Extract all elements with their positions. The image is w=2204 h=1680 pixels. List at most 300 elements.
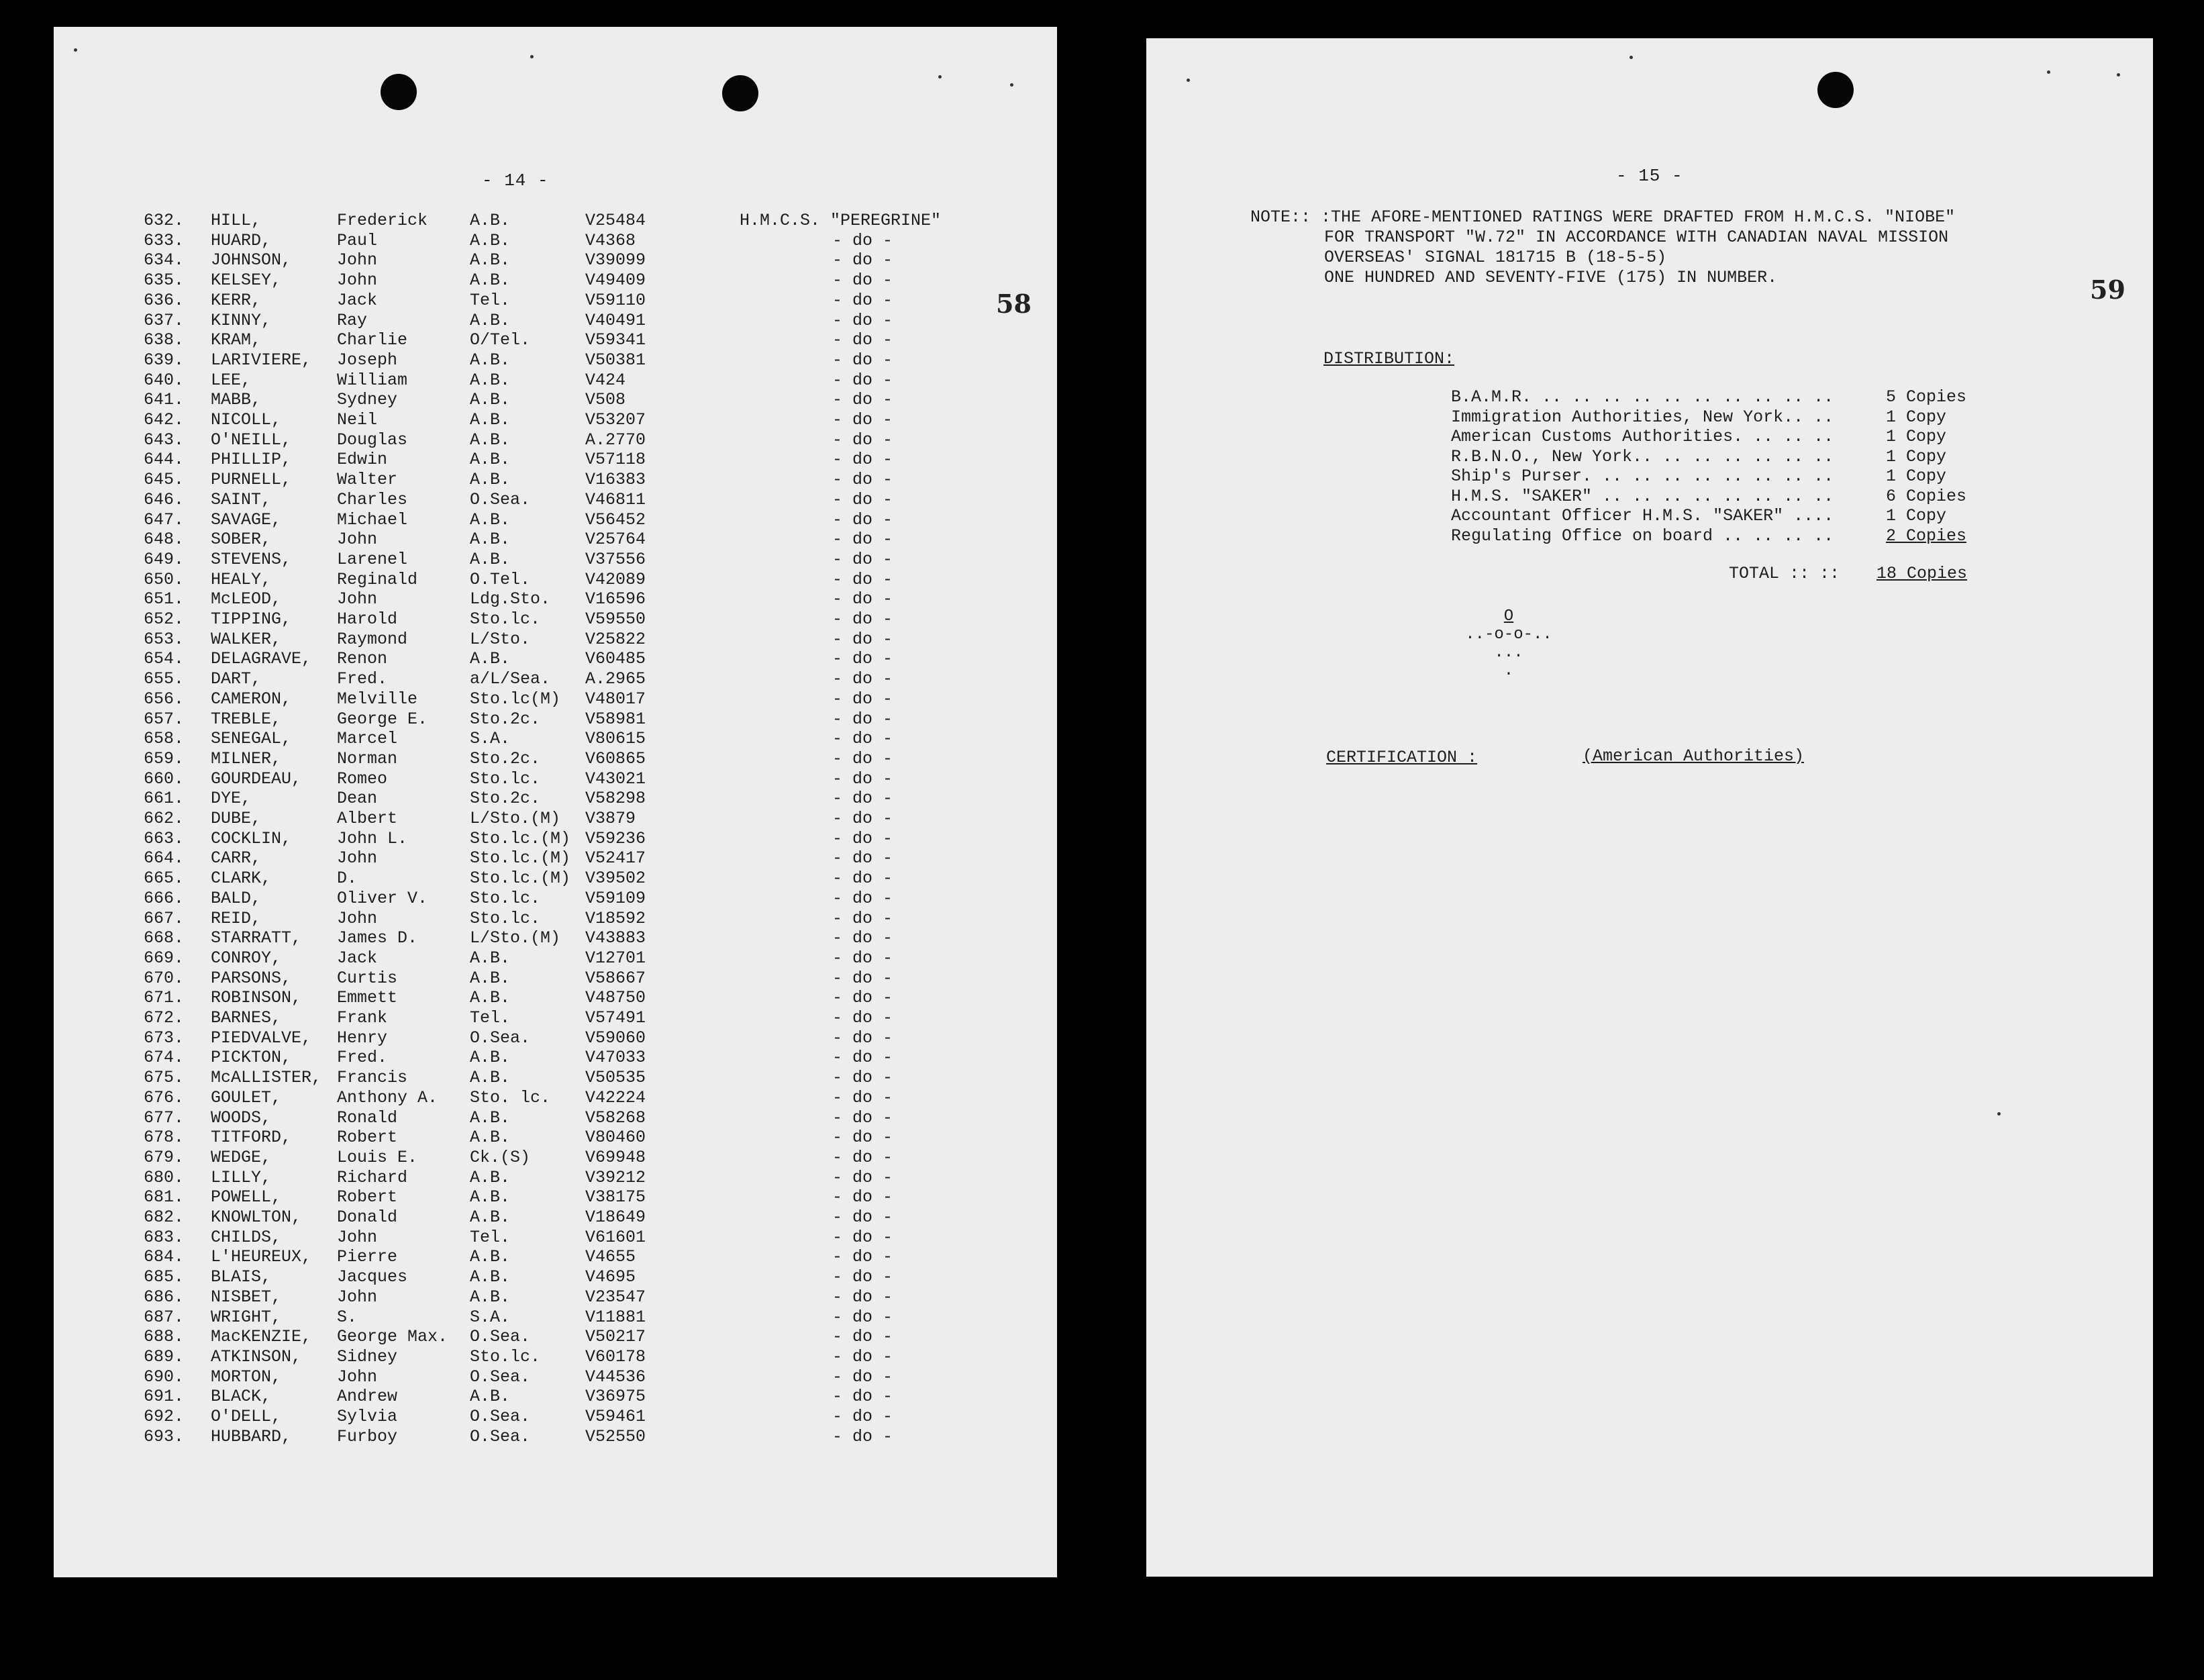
official-number: V38175	[585, 1187, 646, 1207]
ship: - do -	[832, 649, 893, 669]
rank: A.B.	[470, 1247, 511, 1267]
certification-label	[1326, 748, 1477, 768]
rank: A.B.	[470, 1267, 511, 1287]
rank: A.B.	[470, 968, 511, 988]
surname: WEDGE,	[211, 1147, 272, 1167]
rank: A.B.	[470, 1207, 511, 1227]
rank: A.B.	[470, 270, 511, 291]
row-number: 674.	[144, 1048, 185, 1068]
official-number: V59109	[585, 888, 646, 908]
official-number: V69948	[585, 1147, 646, 1167]
rank: A.B.	[470, 350, 511, 370]
table-row	[54, 1148, 1057, 1168]
table-row	[54, 291, 1057, 311]
official-number: V508	[585, 390, 626, 410]
rank: A.B.	[470, 1068, 511, 1088]
first-name: Reginald	[337, 569, 418, 589]
ship: - do -	[832, 1247, 893, 1267]
ship: - do -	[832, 1167, 893, 1187]
row-number: 677.	[144, 1107, 185, 1128]
distribution-item	[1146, 466, 2153, 486]
ship: - do -	[832, 1227, 893, 1247]
note-line: NOTE:: :THE AFORE-MENTIONED RATINGS WERE DRAFTED FROM H.M.C.S. "NIOBE"	[1250, 207, 1956, 227]
official-number: V42089	[585, 569, 646, 589]
recipient: Immigration Authorities, New York.. ..	[1451, 407, 1834, 427]
copy-count: 1 Copy	[1886, 407, 1947, 427]
rank: Sto.lc.(M)	[470, 869, 571, 889]
rank: O.Sea.	[470, 489, 531, 509]
table-row	[54, 1247, 1057, 1267]
ship: - do -	[832, 968, 893, 988]
first-name: John	[337, 848, 378, 869]
distribution-item	[1146, 387, 2153, 407]
rank: L/Sto.	[470, 629, 531, 649]
row-number: 653.	[144, 629, 185, 649]
table-row	[54, 789, 1057, 809]
first-name: William	[337, 370, 408, 390]
row-number: 634.	[144, 250, 185, 270]
official-number: V49409	[585, 270, 646, 291]
recipient: Accountant Officer H.M.S. "SAKER" ....	[1451, 506, 1834, 526]
recipient: B.A.M.R. .. .. .. .. .. .. .. .. .. ..	[1451, 387, 1834, 407]
official-number: V59110	[585, 290, 646, 310]
first-name: S.	[337, 1307, 358, 1327]
rank: A.B.	[470, 1387, 511, 1407]
ship: - do -	[832, 629, 893, 649]
punch-hole	[722, 75, 758, 111]
distribution-item	[1146, 487, 2153, 506]
first-name: Francis	[337, 1068, 408, 1088]
table-row	[54, 390, 1057, 410]
table-row	[54, 1228, 1057, 1248]
surname: KELSEY,	[211, 270, 282, 291]
surname: WRIGHT,	[211, 1307, 282, 1327]
rank: O.Sea.	[470, 1028, 531, 1048]
ornament-line: .	[1503, 662, 1514, 680]
table-row	[54, 848, 1057, 869]
surname: DELAGRAVE,	[211, 649, 312, 669]
table-row	[54, 1068, 1057, 1088]
surname: KERR,	[211, 290, 262, 310]
first-name: Anthony A.	[337, 1087, 438, 1107]
ship: - do -	[832, 230, 893, 250]
official-number: V59341	[585, 330, 646, 350]
row-number: 678.	[144, 1128, 185, 1148]
ship: - do -	[832, 390, 893, 410]
ship: - do -	[832, 430, 893, 450]
speck	[2047, 70, 2050, 74]
official-number: V16596	[585, 589, 646, 609]
speck	[1010, 83, 1013, 87]
ship: - do -	[832, 1327, 893, 1347]
table-row	[54, 510, 1057, 530]
row-number: 683.	[144, 1227, 185, 1247]
ship: - do -	[832, 1147, 893, 1167]
note-line: FOR TRANSPORT "W.72" IN ACCORDANCE WITH CANADIAN NAVAL MISSION	[1324, 228, 1949, 247]
official-number: V46811	[585, 489, 646, 509]
total-value: 18 Copies	[1876, 564, 1968, 583]
rank: A.B.	[470, 1287, 511, 1307]
table-row	[54, 1347, 1057, 1367]
row-number: 632.	[144, 211, 185, 230]
official-number: V80615	[585, 729, 646, 749]
copy-count: 2 Copies	[1886, 526, 1967, 546]
table-row	[54, 1407, 1057, 1427]
table-row	[54, 809, 1057, 829]
row-number: 670.	[144, 968, 185, 988]
row-number: 639.	[144, 350, 185, 370]
table-row	[54, 311, 1057, 331]
rank: A.B.	[470, 1128, 511, 1148]
ship: - do -	[832, 1087, 893, 1107]
rank: A.B.	[470, 1107, 511, 1128]
rank: A.B.	[470, 470, 511, 490]
table-row	[54, 410, 1057, 430]
table-row	[54, 988, 1057, 1008]
table-row	[54, 490, 1057, 510]
rank: A.B.	[470, 948, 511, 968]
official-number: V36975	[585, 1387, 646, 1407]
first-name: Oliver V.	[337, 888, 428, 908]
ship: - do -	[832, 1008, 893, 1028]
punch-hole	[381, 74, 417, 110]
table-row	[54, 928, 1057, 948]
surname: MacKENZIE,	[211, 1327, 312, 1347]
table-row	[54, 530, 1057, 550]
first-name: Henry	[337, 1028, 388, 1048]
official-number: A.2770	[585, 430, 646, 450]
rank: O.Sea.	[470, 1426, 531, 1446]
official-number: V18649	[585, 1207, 646, 1227]
ship: - do -	[832, 1346, 893, 1367]
table-row	[54, 689, 1057, 709]
first-name: Raymond	[337, 629, 408, 649]
official-number: V50381	[585, 350, 646, 370]
rank: A.B.	[470, 410, 511, 430]
table-row	[54, 270, 1057, 291]
ship: - do -	[832, 1407, 893, 1426]
speck	[2117, 73, 2120, 77]
table-row	[54, 709, 1057, 730]
row-number: 660.	[144, 769, 185, 789]
row-number: 690.	[144, 1367, 185, 1387]
rank: A.B.	[470, 988, 511, 1008]
table-row	[54, 1387, 1057, 1407]
surname: PARSONS,	[211, 968, 292, 988]
official-number: V39099	[585, 250, 646, 270]
first-name: Marcel	[337, 729, 398, 749]
note-line: OVERSEAS' SIGNAL 181715 B (18-5-5)	[1324, 248, 1667, 267]
row-number: 642.	[144, 410, 185, 430]
first-name: Renon	[337, 649, 388, 669]
row-number: 665.	[144, 869, 185, 889]
row-number: 651.	[144, 589, 185, 609]
surname: PICKTON,	[211, 1048, 292, 1068]
ship: - do -	[832, 988, 893, 1008]
first-name: George Max.	[337, 1327, 448, 1347]
ship-header: H.M.C.S. "PEREGRINE"	[740, 211, 942, 230]
official-number: V4695	[585, 1267, 636, 1287]
rank: A.B.	[470, 430, 511, 450]
ship: - do -	[832, 1068, 893, 1088]
table-row	[54, 649, 1057, 669]
rank: A.B.	[470, 549, 511, 569]
first-name: Ray	[337, 310, 368, 330]
row-number: 679.	[144, 1147, 185, 1167]
official-number: V48750	[585, 988, 646, 1008]
surname: HEALY,	[211, 569, 272, 589]
table-row	[54, 1327, 1057, 1347]
first-name: Melville	[337, 689, 418, 709]
first-name: Walter	[337, 470, 398, 490]
row-number: 645.	[144, 470, 185, 490]
surname: TIPPING,	[211, 609, 292, 629]
surname: WOODS,	[211, 1107, 272, 1128]
row-number: 663.	[144, 828, 185, 848]
row-number: 648.	[144, 530, 185, 550]
row-number: 662.	[144, 809, 185, 828]
row-number: 675.	[144, 1068, 185, 1088]
page-number: - 15 -	[1616, 166, 1683, 186]
first-name: John	[337, 250, 378, 270]
ship: - do -	[832, 1367, 893, 1387]
surname: LEE,	[211, 370, 252, 390]
surname: McLEOD,	[211, 589, 282, 609]
row-number: 676.	[144, 1087, 185, 1107]
first-name: Paul	[337, 230, 378, 250]
distribution-item	[1146, 447, 2153, 466]
table-row	[54, 869, 1057, 889]
official-number: V16383	[585, 470, 646, 490]
ship: - do -	[832, 908, 893, 928]
official-number: V56452	[585, 509, 646, 530]
table-row	[54, 211, 1057, 231]
surname: McALLISTER,	[211, 1068, 322, 1088]
official-number: V60178	[585, 1346, 646, 1367]
surname: WALKER,	[211, 629, 282, 649]
ship: - do -	[832, 250, 893, 270]
surname: MORTON,	[211, 1367, 282, 1387]
table-row	[54, 1367, 1057, 1387]
table-row	[54, 550, 1057, 570]
ship: - do -	[832, 1028, 893, 1048]
surname: TITFORD,	[211, 1128, 292, 1148]
ship: - do -	[832, 729, 893, 749]
row-number: 641.	[144, 390, 185, 410]
ship: - do -	[832, 270, 893, 291]
rank: Tel.	[470, 1227, 511, 1247]
official-number: V18592	[585, 908, 646, 928]
surname: BARNES,	[211, 1008, 282, 1028]
distribution-item	[1146, 526, 2153, 546]
surname: ROBINSON,	[211, 988, 302, 1008]
table-row	[54, 470, 1057, 490]
rank: a/L/Sea.	[470, 669, 551, 689]
copy-count: 1 Copy	[1886, 427, 1947, 446]
table-row	[54, 769, 1057, 789]
first-name: Robert	[337, 1128, 398, 1148]
official-number: V48017	[585, 689, 646, 709]
rank: A.B.	[470, 390, 511, 410]
row-number: 656.	[144, 689, 185, 709]
table-row	[54, 749, 1057, 769]
ship: - do -	[832, 450, 893, 470]
surname: DYE,	[211, 789, 252, 809]
table-row	[54, 889, 1057, 909]
ship: - do -	[832, 370, 893, 390]
first-name: Pierre	[337, 1247, 398, 1267]
rank: A.B.	[470, 649, 511, 669]
surname: NICOLL,	[211, 410, 282, 430]
surname: KINNY,	[211, 310, 272, 330]
first-name: Louis E.	[337, 1147, 418, 1167]
ship: - do -	[832, 888, 893, 908]
row-number: 644.	[144, 450, 185, 470]
surname: HUARD,	[211, 230, 272, 250]
surname: CONROY,	[211, 948, 282, 968]
surname: LILLY,	[211, 1167, 272, 1187]
row-number: 684.	[144, 1247, 185, 1267]
row-number: 667.	[144, 908, 185, 928]
table-row	[54, 1028, 1057, 1048]
first-name: Jack	[337, 290, 378, 310]
table-row	[54, 1187, 1057, 1207]
ship: - do -	[832, 589, 893, 609]
surname: KNOWLTON,	[211, 1207, 302, 1227]
first-name: Charlie	[337, 330, 408, 350]
ship: - do -	[832, 828, 893, 848]
rank: O.Tel.	[470, 569, 531, 589]
rank: Ck.(S)	[470, 1147, 531, 1167]
row-number: 658.	[144, 729, 185, 749]
ship: - do -	[832, 1048, 893, 1068]
table-row	[54, 589, 1057, 609]
table-row	[54, 669, 1057, 689]
ship: - do -	[832, 1128, 893, 1148]
rank: Sto.lc.	[470, 609, 541, 629]
ship: - do -	[832, 410, 893, 430]
table-row	[54, 1108, 1057, 1128]
rank: Sto.lc.	[470, 908, 541, 928]
ship: - do -	[832, 709, 893, 729]
rank: O.Sea.	[470, 1367, 531, 1387]
first-name: Emmett	[337, 988, 398, 1008]
rank: S.A.	[470, 1307, 511, 1327]
rank: Ldg.Sto.	[470, 589, 551, 609]
row-number: 655.	[144, 669, 185, 689]
recipient: Ship's Purser. .. .. .. .. .. .. .. ..	[1451, 466, 1834, 486]
surname: HUBBARD,	[211, 1426, 292, 1446]
copy-count: 6 Copies	[1886, 486, 1967, 506]
ornament-line: ...	[1494, 644, 1523, 662]
rank: Sto. lc.	[470, 1087, 551, 1107]
table-row	[54, 969, 1057, 989]
surname: HILL,	[211, 211, 262, 230]
row-number: 636.	[144, 290, 185, 310]
page-number: - 14 -	[482, 170, 549, 191]
row-number: 652.	[144, 609, 185, 629]
row-number: 671.	[144, 988, 185, 1008]
official-number: V43021	[585, 769, 646, 789]
copy-count: 1 Copy	[1886, 466, 1947, 486]
ship: - do -	[832, 1287, 893, 1307]
ship: - do -	[832, 1307, 893, 1327]
rank: A.B.	[470, 370, 511, 390]
ship: - do -	[832, 948, 893, 968]
rank: Sto.lc(M)	[470, 689, 561, 709]
row-number: 633.	[144, 230, 185, 250]
official-number: V42224	[585, 1087, 646, 1107]
surname: STARRATT,	[211, 928, 302, 948]
official-number: V58298	[585, 789, 646, 809]
certification-value: (American Authorities)	[1583, 746, 1805, 766]
first-name: Harold	[337, 609, 398, 629]
table-row	[54, 430, 1057, 450]
first-name: Sidney	[337, 1346, 398, 1367]
first-name: John	[337, 1287, 378, 1307]
official-number: V53207	[585, 410, 646, 430]
ship: - do -	[832, 1187, 893, 1207]
right-page	[1146, 38, 2153, 1577]
ornament	[1428, 607, 1589, 680]
table-row	[54, 1048, 1057, 1068]
surname: O'NEILL,	[211, 430, 292, 450]
note-line: ONE HUNDRED AND SEVENTY-FIVE (175) IN NUMBER.	[1324, 268, 1778, 287]
official-number: V37556	[585, 549, 646, 569]
speck	[530, 55, 534, 58]
surname: ATKINSON,	[211, 1346, 302, 1367]
row-number: 680.	[144, 1167, 185, 1187]
official-number: V12701	[585, 948, 646, 968]
table-row	[54, 1128, 1057, 1148]
first-name: Michael	[337, 509, 408, 530]
speck	[938, 75, 942, 79]
first-name: Robert	[337, 1187, 398, 1207]
official-number: V57491	[585, 1008, 646, 1028]
row-number: 654.	[144, 649, 185, 669]
surname: REID,	[211, 908, 262, 928]
rank: Sto.lc.(M)	[470, 828, 571, 848]
official-number: V39502	[585, 869, 646, 889]
row-number: 638.	[144, 330, 185, 350]
first-name: Fred.	[337, 669, 388, 689]
rank: Sto.lc.	[470, 888, 541, 908]
official-number: V44536	[585, 1367, 646, 1387]
surname: PURNELL,	[211, 470, 292, 490]
ship: - do -	[832, 549, 893, 569]
ship: - do -	[832, 530, 893, 550]
surname: TREBLE,	[211, 709, 282, 729]
table-row	[54, 370, 1057, 391]
ship: - do -	[832, 848, 893, 869]
left-page	[54, 27, 1057, 1577]
ship: - do -	[832, 350, 893, 370]
first-name: Richard	[337, 1167, 408, 1187]
row-number: 635.	[144, 270, 185, 291]
surname: COCKLIN,	[211, 828, 292, 848]
row-number: 669.	[144, 948, 185, 968]
first-name: John	[337, 589, 378, 609]
rank: A.B.	[470, 250, 511, 270]
row-number: 649.	[144, 549, 185, 569]
ship: - do -	[832, 1267, 893, 1287]
ship: - do -	[832, 470, 893, 490]
first-name: D.	[337, 869, 358, 889]
table-row	[54, 450, 1057, 470]
distribution-heading: DISTRIBUTION:	[1323, 349, 1455, 368]
table-row	[54, 1088, 1057, 1108]
surname: LARIVIERE,	[211, 350, 312, 370]
